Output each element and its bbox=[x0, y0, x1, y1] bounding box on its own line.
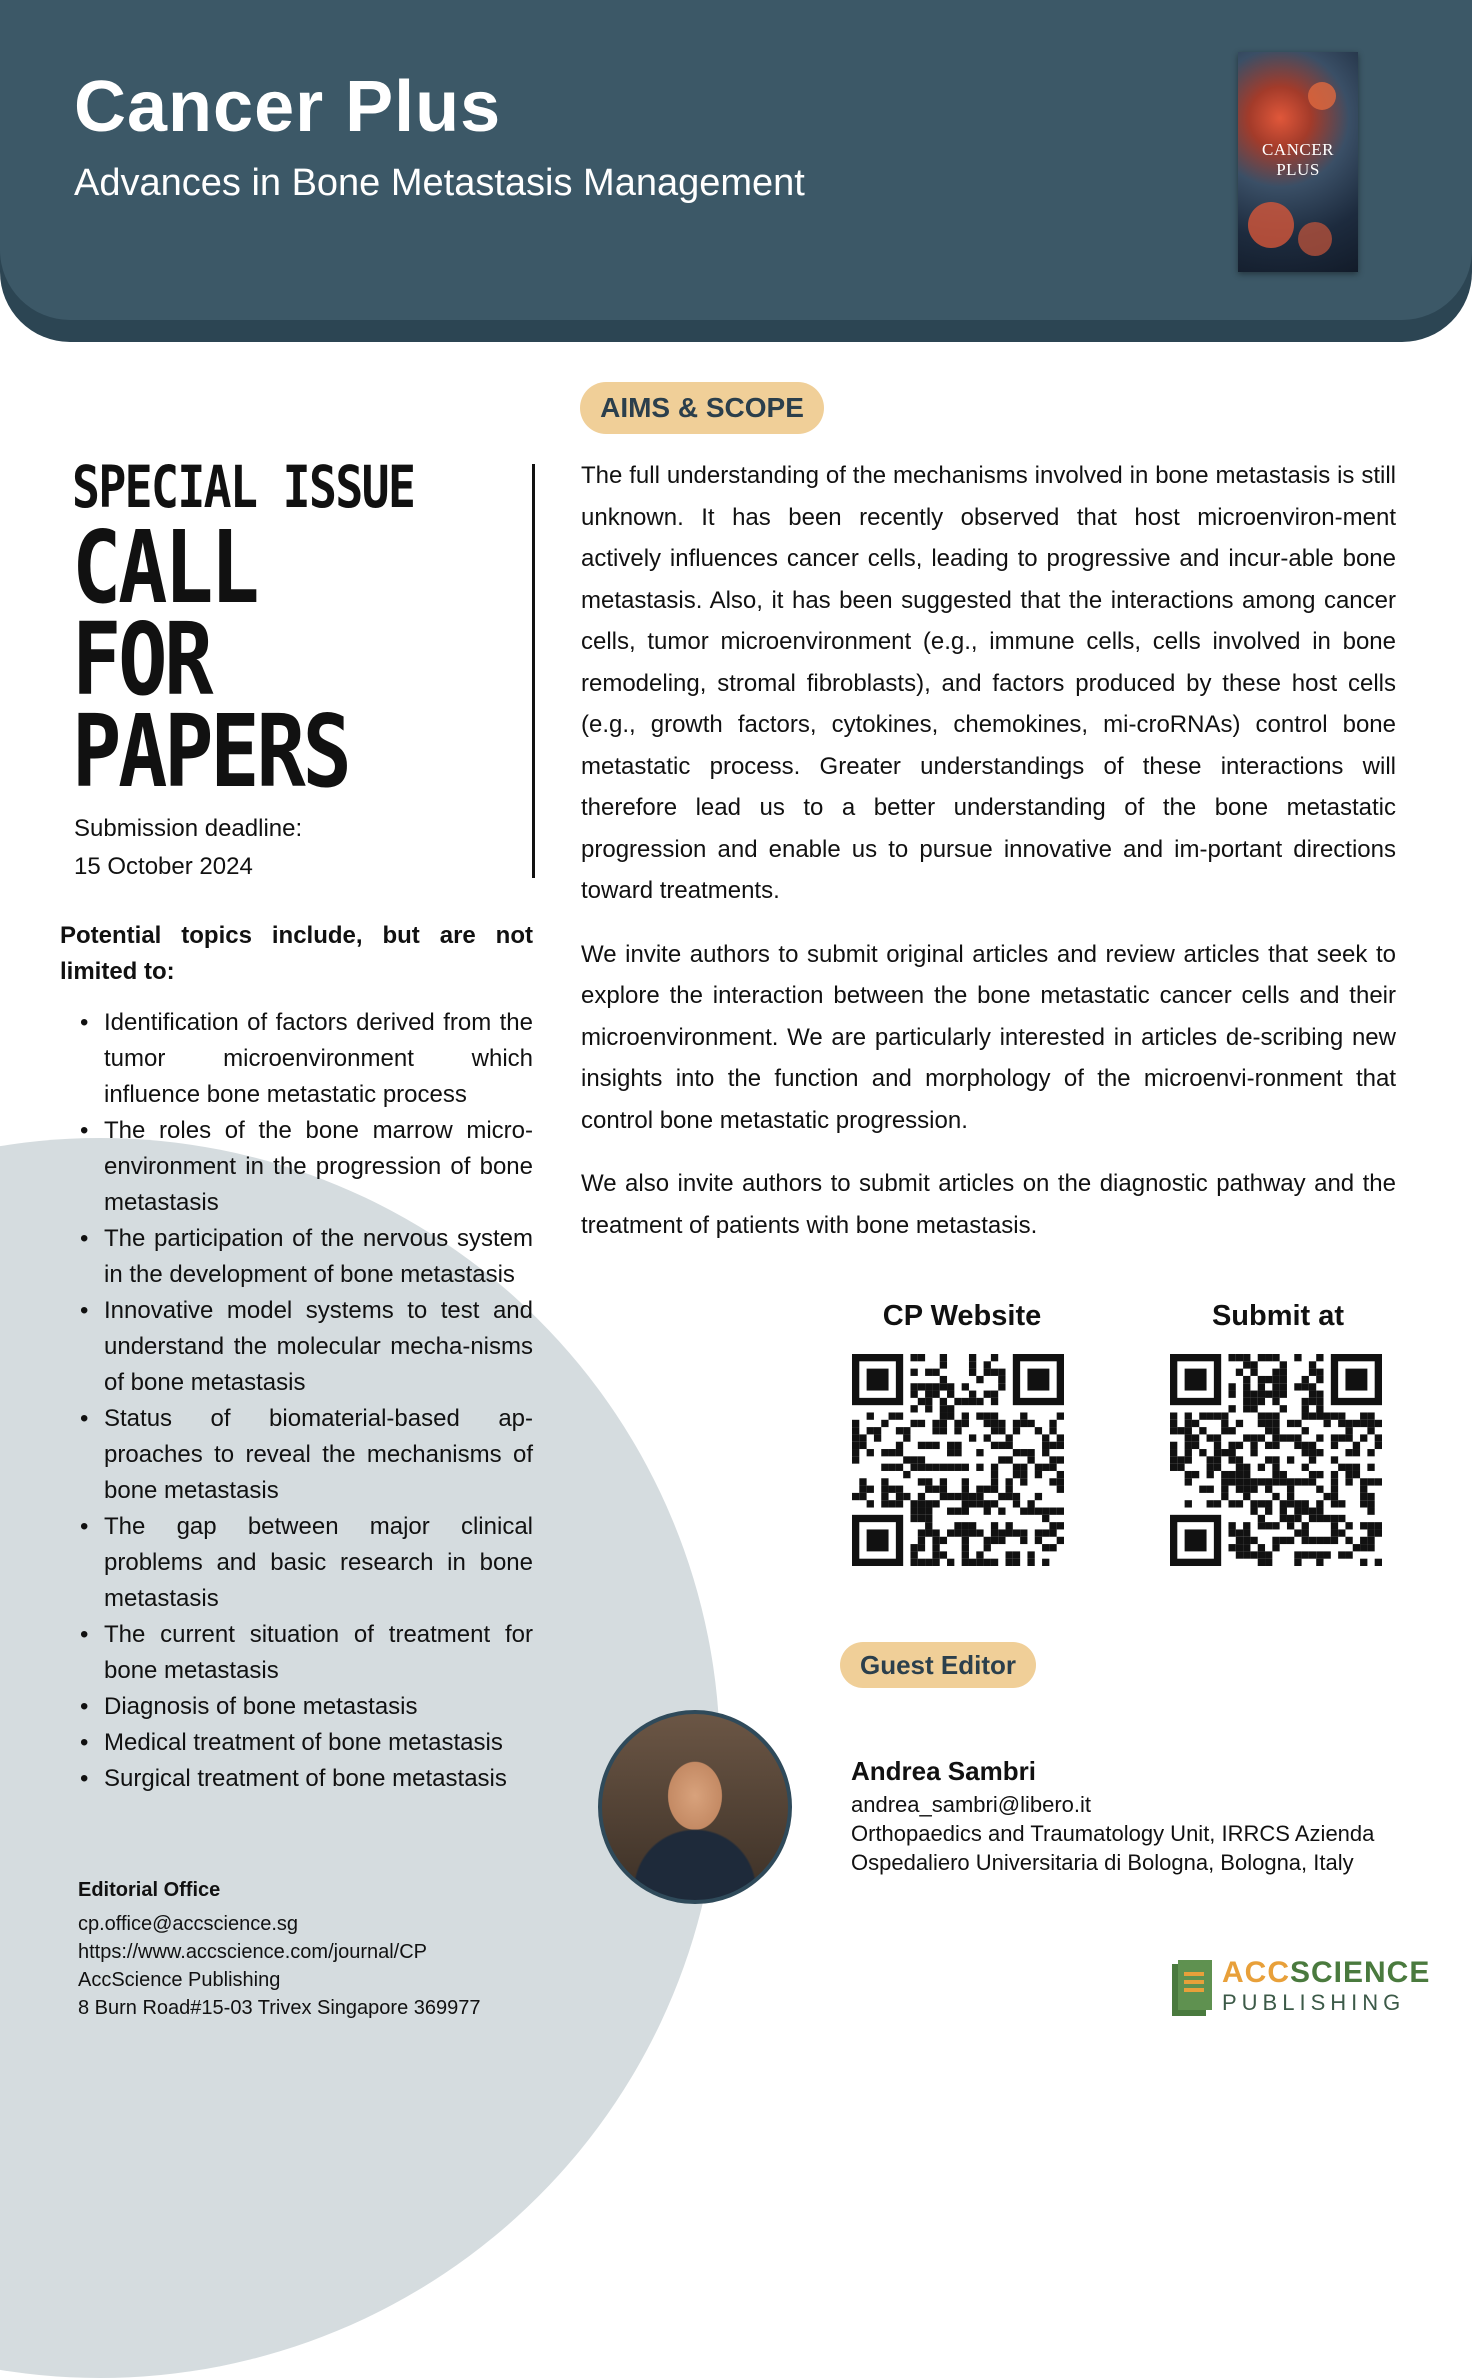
cover-cell-shape bbox=[1298, 222, 1332, 256]
logo-publishing: PUBLISHING bbox=[1222, 1990, 1406, 2015]
editorial-office bbox=[78, 1876, 481, 2022]
special-issue-title: Advances in Bone Metastasis Management bbox=[74, 162, 805, 204]
guest-editor-badge: Guest Editor bbox=[840, 1642, 1036, 1688]
list-item: • The current situation of treatment for bone metastasis bbox=[78, 1617, 533, 1689]
aims-paragraph: We invite authors to submit original articles and review articles that seek to explore the interaction between the bone metastatic cancer cells and their microenvironment. We are particularly interested in articles de-scribing new insights into the function and morphology of the microenvi-ronment that control bone metastatic progression. bbox=[581, 940, 1396, 1134]
editor-name: Andrea Sambri bbox=[851, 1756, 1036, 1786]
cover-title: CANCER PLUS bbox=[1262, 140, 1334, 179]
papers-word: PAPERS bbox=[72, 693, 349, 810]
website-qr-code[interactable] bbox=[852, 1354, 1064, 1566]
submit-qr-code[interactable] bbox=[1170, 1354, 1382, 1566]
office-url-link[interactable]: https://www.accscience.com/journal/CP bbox=[78, 1941, 428, 1963]
topics-heading: Potential topics include, but are not limited to: bbox=[60, 922, 533, 985]
list-item: • The roles of the bone marrow micro-environment in the progression of bone metastasis bbox=[78, 1113, 533, 1221]
editor-details bbox=[851, 1790, 1374, 1877]
list-item: • Identification of factors derived from the tumor microenvironment which influence bone metastatic process bbox=[78, 1005, 533, 1113]
aims-paragraph: We also invite authors to submit articles on the diagnostic pathway and the treatment of patients with bone metastasis. bbox=[581, 1170, 1396, 1239]
list-item: • The participation of the nervous system in the development of bone metastasis bbox=[78, 1221, 533, 1293]
book-icon bbox=[1170, 1960, 1214, 2018]
submit-qr-label: Submit at bbox=[1211, 1300, 1345, 1332]
call-word: CALL bbox=[72, 509, 257, 626]
deadline-label: Submission deadline: bbox=[74, 815, 303, 842]
editor-affiliation: Orthopaedics and Traumatology Unit, IRRCS Azienda bbox=[851, 1821, 1375, 1846]
office-address: 8 Burn Road#15-03 Trivex Singapore 369977 bbox=[78, 1997, 481, 2019]
for-word: FOR bbox=[72, 601, 211, 718]
office-email-link[interactable]: cp.office@accscience.sg bbox=[78, 1913, 299, 1935]
cover-cell-shape bbox=[1308, 82, 1336, 110]
aims-scope-text bbox=[581, 455, 1396, 1268]
publisher-name: AccScience Publishing bbox=[78, 1969, 281, 1991]
deadline-date: 15 October 2024 bbox=[74, 853, 253, 880]
vertical-divider bbox=[532, 464, 535, 878]
topics-list bbox=[78, 1005, 533, 1797]
list-item: • Diagnosis of bone metastasis bbox=[78, 1689, 533, 1725]
list-item: • The gap between major clinical problems and basic research in bone metastasis bbox=[78, 1509, 533, 1617]
website-qr-label: CP Website bbox=[882, 1300, 1042, 1332]
logo-acc: ACC bbox=[1222, 1956, 1290, 1989]
aims-paragraph: The full understanding of the mechanisms involved in bone metastasis is still unknown. It has been recently observed that host microenviron-ment actively influences cancer cells, leading to progressive and incur-able bone metastasis. Also, it has been suggested that the interactions among cancer cells, tumor microenvironment (e.g., immune cells, cells involved in bone remodeling, stromal fibroblasts), and factors produced by these host cells (e.g., growth factors, cytokines, chemokines, mi-croRNAs) control bone metastatic process. Greater understandings of these interactions will therefore lead us to a better understanding of the bone metastatic progression and enable us to pursue innovative and im-portant directions toward treatments. bbox=[581, 462, 1396, 904]
aims-scope-badge: AIMS & SCOPE bbox=[580, 382, 824, 434]
call-for-papers-heading bbox=[72, 452, 500, 810]
editor-email[interactable]: andrea_sambri@libero.it bbox=[851, 1792, 1092, 1817]
journal-title: Cancer Plus bbox=[74, 67, 502, 147]
editor-affiliation: Ospedaliero Universitaria di Bologna, Bologna, Italy bbox=[851, 1850, 1354, 1875]
journal-cover-image bbox=[1238, 52, 1358, 272]
submission-deadline bbox=[74, 810, 302, 886]
list-item: • Status of biomaterial-based ap-proaches to reveal the mechanisms of bone metastasis bbox=[78, 1401, 533, 1509]
logo-science: SCIENCE bbox=[1290, 1956, 1431, 1989]
editorial-office-heading: Editorial Office bbox=[78, 1879, 221, 1901]
header-banner bbox=[0, 0, 1472, 320]
cover-cell-shape bbox=[1248, 202, 1294, 248]
logo-wordmark bbox=[1222, 1956, 1430, 1990]
list-item: • Surgical treatment of bone metastasis bbox=[78, 1761, 533, 1797]
list-item: • Medical treatment of bone metastasis bbox=[78, 1725, 533, 1761]
list-item: • Innovative model systems to test and understand the molecular mecha-nisms of bone metastasis bbox=[78, 1293, 533, 1401]
publisher-logo bbox=[1170, 1954, 1431, 2020]
editor-photo bbox=[598, 1710, 792, 1904]
special-issue-label: SPECIAL ISSUE bbox=[72, 453, 415, 521]
